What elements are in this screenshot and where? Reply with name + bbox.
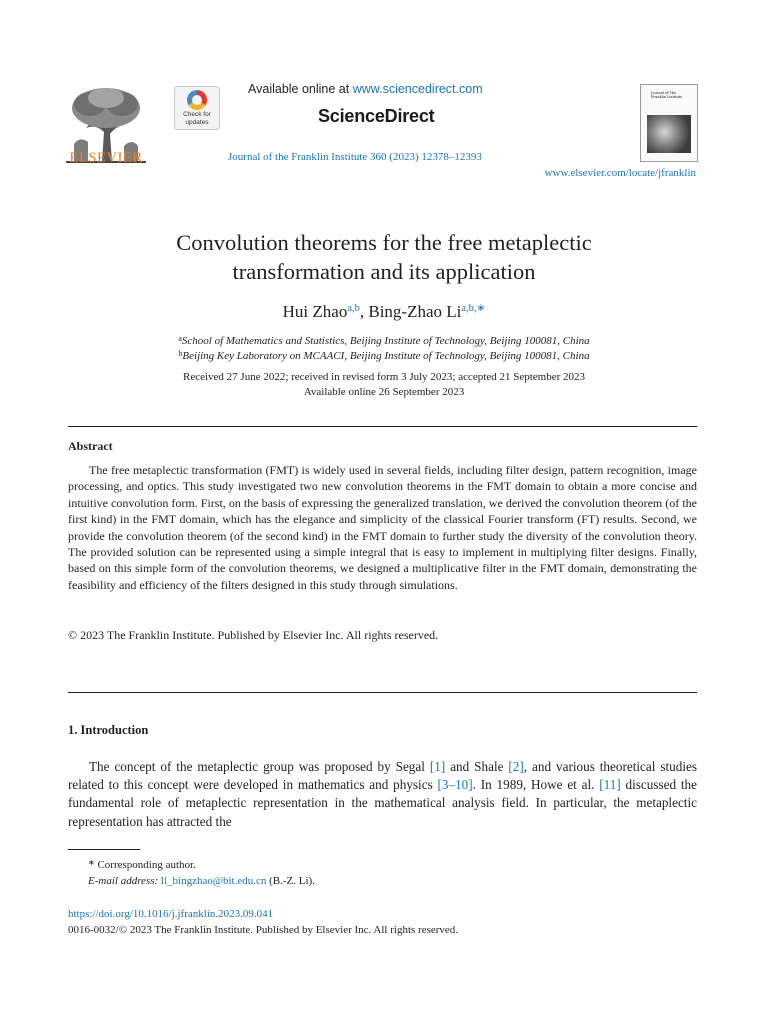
citation-link-2[interactable]: [2] bbox=[508, 759, 524, 774]
intro-text-4: . In 1989, Howe et al. bbox=[472, 777, 600, 793]
section-heading-introduction: 1. Introduction bbox=[68, 723, 149, 737]
intro-text-1: The concept of the metaplectic group was proposed by Segal bbox=[89, 759, 430, 774]
author-1-affiliation[interactable]: a,b bbox=[347, 303, 360, 314]
intro-text-2: and Shale bbox=[445, 759, 509, 774]
author-2-affiliation[interactable]: a,b,∗ bbox=[461, 303, 486, 314]
author-1[interactable]: Hui Zhao bbox=[282, 302, 348, 321]
sciencedirect-link[interactable]: www.sciencedirect.com bbox=[352, 82, 483, 96]
available-prefix: Available online at bbox=[248, 82, 350, 96]
affiliation-a bbox=[0, 334, 768, 347]
email-suffix: (B.-Z. Li). bbox=[269, 875, 315, 887]
affiliation-a-mark: a bbox=[178, 334, 182, 343]
footnote-email bbox=[68, 873, 315, 889]
doi-link[interactable]: https://doi.org/10.1016/j.jfranklin.2023.09.041 bbox=[68, 908, 274, 920]
abstract-copyright: © 2023 The Franklin Institute. Published by Elsevier Inc. All rights reserved. bbox=[68, 628, 439, 642]
available-online bbox=[248, 82, 483, 96]
available-online-date: Available online 26 September 2023 bbox=[303, 386, 465, 398]
author-2[interactable]: Bing-Zhao Li bbox=[368, 302, 462, 321]
footnote-corresponding bbox=[68, 855, 315, 873]
abstract-text: The free metaplectic transformation (FMT) is widely used in several fields, including filter design, pattern recognition, image processing, and optics. This study investigated two new convolution theorems in the FMT domain to obtain a more concise and intuitive convolution form. First, on the basis of expressing the generalized translation, we derived the convolution theorem (of the first kind) in the FMT domain, which has the elegance and simplicity of the classical Fourier transform (FT) results. Second, we provide the convolution theorem (of the second kind) in the FMT domain to further study the diversity of the convolution theory. The provided solution can be represented using a simple integral that is easy to implement in multiplying filter designs. Finally, based on this simple form of the convolution theorems, we designed a multiplicative filter in the FMT domain, demonstrating the feasibility and efficiency of the filters designed in this study through simulations. bbox=[68, 463, 697, 592]
received-dates: Received 27 June 2022; received in revised form 3 July 2023; accepted 21 September 2023 bbox=[183, 371, 585, 383]
corresponding-author-label: Corresponding author. bbox=[97, 859, 196, 871]
affiliation-b-text: Beijing Key Laboratory on MCAACI, Beijing Institute of Technology, Beijing 100081, China bbox=[182, 350, 590, 362]
author-list: Hui Zhao$^{a,b}$, Bing-Zhao $Li^{a,b,∗}$ bbox=[282, 302, 486, 321]
citation-link-3-10[interactable]: [3–10] bbox=[437, 777, 473, 793]
affiliation-b bbox=[0, 349, 768, 362]
intro-text-5: discussed the fundamental role of metaplectic representation in the mathematical analysis field. In particular, the metaplectic representation has attracted the bbox=[68, 777, 697, 829]
updates-icon bbox=[187, 90, 207, 110]
email-link[interactable]: li_bingzhao@bit.edu.cn bbox=[160, 875, 267, 887]
check-for-updates-badge[interactable] bbox=[174, 86, 220, 130]
footnote-divider bbox=[68, 849, 140, 850]
journal-citation-link[interactable]: Journal of the Franklin Institute 360 (2023) 12378–12393 bbox=[228, 151, 482, 163]
intro-text-3: , and various theoretical studies related to this concept were developed in mathematics and physics bbox=[68, 759, 697, 793]
check-badge-label: Check for updates bbox=[183, 111, 211, 126]
abstract-top-divider bbox=[68, 426, 697, 427]
journal-homepage-link[interactable]: www.elsevier.com/locate/jfranklin bbox=[544, 167, 696, 179]
citation-link-1[interactable]: [1] bbox=[429, 759, 446, 774]
title-line-2: transformation and its application bbox=[232, 259, 536, 284]
footnote bbox=[68, 855, 315, 889]
introduction-paragraph bbox=[68, 758, 697, 831]
citation-link-11[interactable]: [11] bbox=[599, 777, 621, 793]
elsevier-wordmark: ELSEVIER bbox=[69, 150, 143, 166]
email-label: E-mail address: bbox=[88, 875, 159, 887]
affiliation-a-text: School of Mathematics and Statistics, Beijing Institute of Technology, Beijing 100081, China bbox=[181, 335, 590, 347]
abstract-heading: Abstract bbox=[68, 439, 113, 453]
cover-image bbox=[647, 115, 691, 153]
sciencedirect-logo: ScienceDirect bbox=[318, 106, 435, 126]
abstract-bottom-divider bbox=[68, 692, 697, 693]
affiliation-b-mark: b bbox=[178, 349, 183, 358]
title-line-1: Convolution theorems for the free metaplectic bbox=[176, 230, 592, 255]
footnote-symbol: ∗ bbox=[88, 858, 95, 867]
cover-title: Journal of The Franklin Institute bbox=[651, 91, 683, 100]
paper-title bbox=[0, 228, 768, 286]
issn-copyright: 0016-0032/© 2023 The Franklin Institute. Published by Elsevier Inc. All rights reserved. bbox=[68, 924, 459, 936]
journal-cover-thumbnail[interactable] bbox=[640, 84, 698, 162]
